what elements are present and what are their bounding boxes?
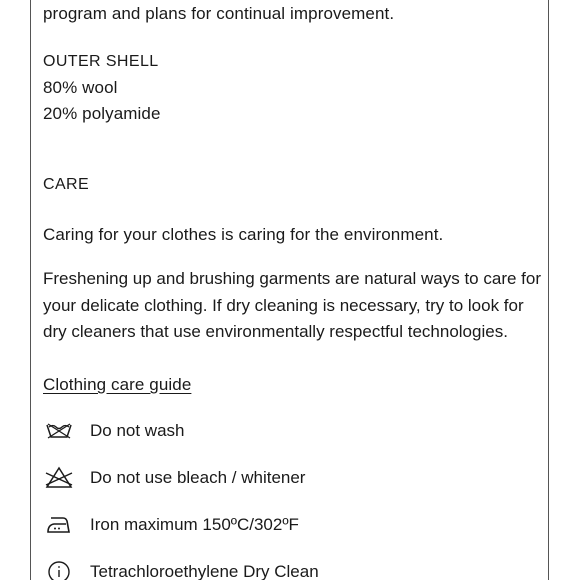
care-instruction-label: Tetrachloroethylene Dry Clean (90, 562, 319, 580)
care-body-line: dry cleaners that use environmentally respectful technologies. (43, 322, 508, 341)
dry-clean-icon (45, 560, 73, 580)
care-instruction-row (43, 511, 299, 539)
care-instruction-row (43, 558, 319, 580)
outer-shell-heading: OUTER SHELL (43, 53, 159, 70)
clothing-care-guide-link[interactable]: Clothing care guide (43, 375, 192, 394)
care-instruction-label: Do not wash (90, 421, 185, 440)
do-not-bleach-icon (45, 466, 73, 490)
care-instruction-label: Do not use bleach / whitener (90, 468, 306, 487)
care-instruction-row (43, 417, 185, 445)
product-details-panel (30, 0, 549, 580)
care-heading: CARE (43, 176, 90, 193)
care-body (43, 266, 540, 346)
care-intro: Caring for your clothes is caring for the environment. (43, 225, 444, 244)
composition-intro-tail: program and plans for continual improvement. (43, 4, 395, 23)
care-body-line: Freshening up and brushing garments are natural ways to care for (43, 269, 541, 288)
care-body-line: your delicate clothing. If dry cleaning is necessary, try to look for (43, 295, 524, 315)
outer-shell-item: 20% polyamide (43, 104, 161, 123)
care-instruction-row (43, 464, 306, 492)
iron-icon (45, 513, 73, 537)
do-not-wash-icon (45, 419, 73, 443)
care-instruction-label: Iron maximum 150ºC/302ºF (90, 515, 299, 534)
outer-shell-item: 80% wool (43, 78, 118, 97)
